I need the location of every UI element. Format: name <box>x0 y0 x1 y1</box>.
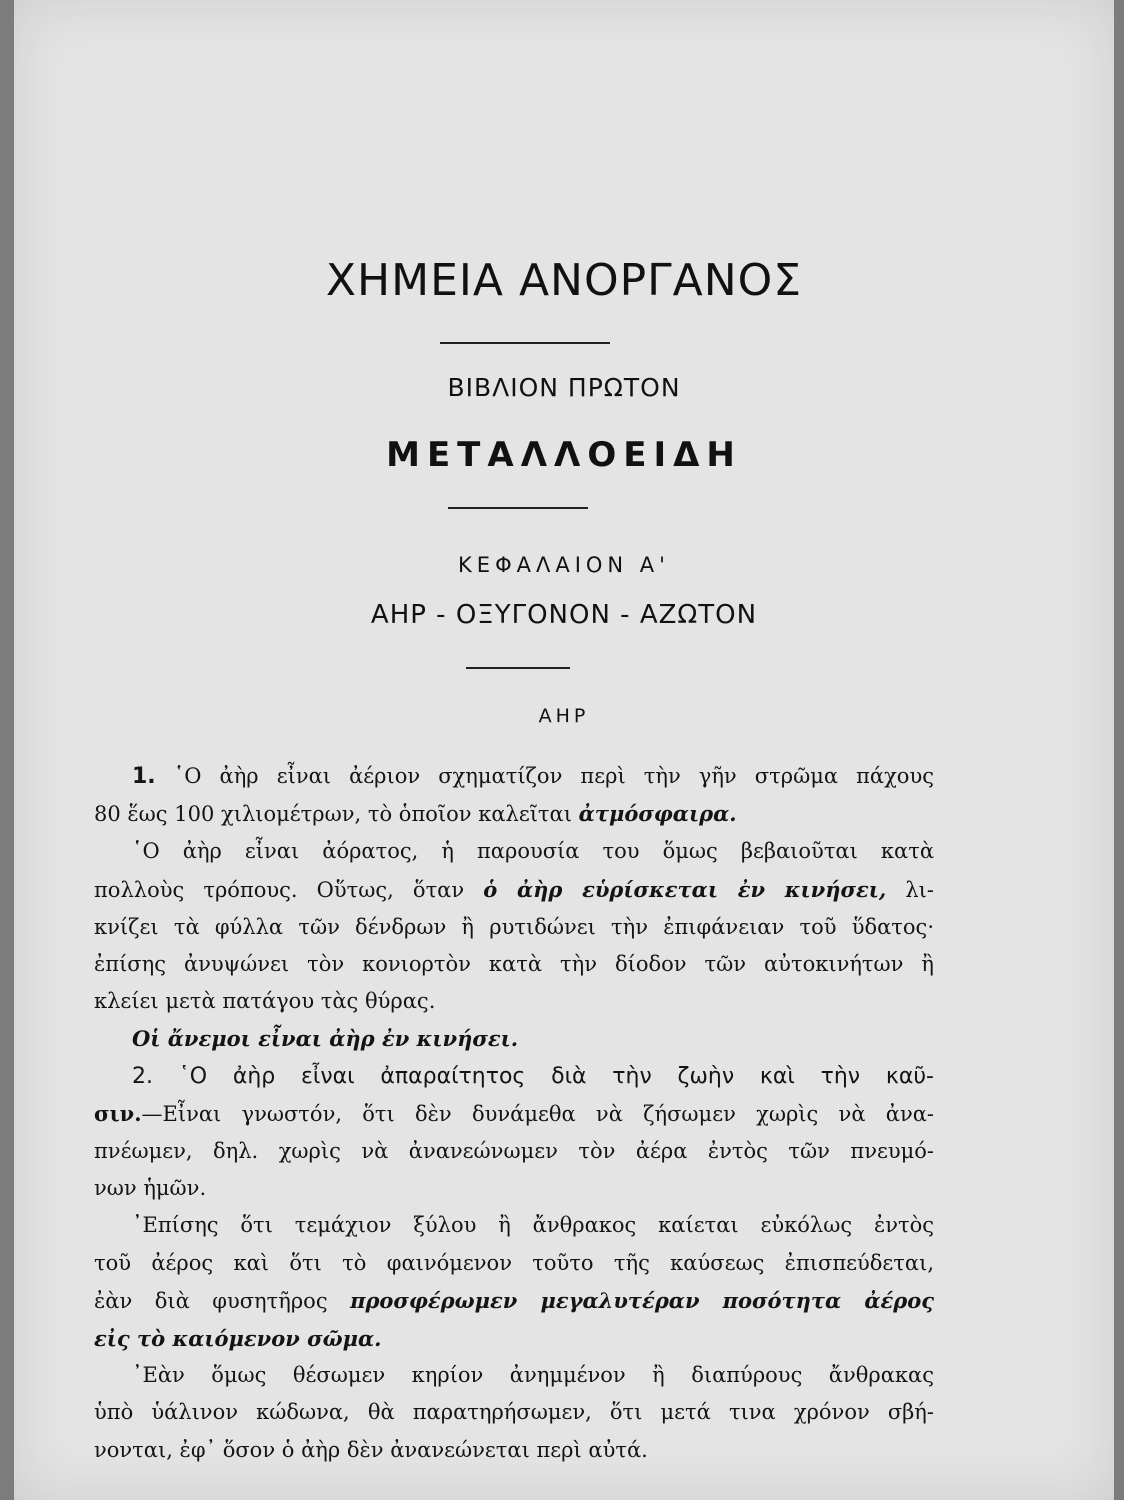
paragraph-6-line: ᾿Εὰν ὅμως θέσωμεν κηρίον ἀνημμένον ἢ διαπύρους ἄνθρακας <box>132 1363 934 1388</box>
paragraph-4-line: πνέωμεν, δηλ. χωρὶς νὰ ἀνανεώνωμεν τὸν ἀέρα ἐντὸς τῶν πνευμό- <box>94 1139 934 1164</box>
paragraph-2-line: ἐπίσης ἀνυψώνει τὸν κονιορτὸν κατὰ τὴν δίοδον τῶν αὐτοκινήτων ἢ <box>94 952 934 977</box>
paragraph-5-line: εἰς τὸ καιόμενον σῶμα. <box>94 1326 382 1352</box>
paragraph-3-line: Οἱ ἄνεμοι εἶναι ἀὴρ ἐν κινήσει. <box>132 1026 519 1052</box>
paragraph-4-heading: 2. ῾Ο ἀὴρ εἶναι ἀπαραίτητος διὰ τὴν ζωὴν καὶ τὴν καῦ- <box>132 1063 934 1089</box>
paragraph-1-line <box>94 795 934 833</box>
paragraph-2-line: ῾Ο ἀὴρ εἶναι ἀόρατος, ἡ παρουσία του ὅμως βεβαιοῦται κατὰ <box>132 839 934 864</box>
text-run: —Εἶναι γνωστόν, ὅτι δὲν δυνάμεθα νὰ ζήσωμεν χωρὶς νὰ ἀνα- <box>141 1101 934 1126</box>
chapter-subtitle: ΑΗΡ - ΟΞΥΓΟΝΟΝ - ΑΖΩΤΟΝ <box>370 600 758 630</box>
paragraph-5-line: ᾿Επίσης ὅτι τεμάχιον ξύλου ἢ ἄνθρακος καίεται εὐκόλως ἐντὸς <box>132 1213 934 1238</box>
text-run: πολλοὺς τρόπους. Οὕτως, ὅταν <box>94 877 465 902</box>
section-title: ΑΗΡ <box>538 705 590 727</box>
paragraph-2-line <box>94 871 934 909</box>
paragraph-5-line: τοῦ ἀέρος καὶ ὅτι τὸ φαινόμενον τοῦτο τῆς καύσεως ἐπισπεύδεται, <box>94 1250 934 1275</box>
paragraph-number: 1. <box>132 764 156 789</box>
text-run: λι- <box>905 877 934 902</box>
chapter-title: ΚΕΦΑΛΑΙΟΝ Α' <box>458 553 670 577</box>
paragraph-4-line: νων ἡμῶν. <box>94 1176 207 1201</box>
paragraph-4-line <box>94 1095 934 1133</box>
text-run: σιν. <box>94 1100 142 1126</box>
paragraph-2-line: κνίζει τὰ φύλλα τῶν δένδρων ἢ ρυτιδώνει τὴν ἐπιφάνειαν τοῦ ὕδατος· <box>94 914 934 939</box>
text-run: ῾Ο ἀὴρ εἶναι ἀέριον σχηματίζον περὶ τὴν γῆν στρῶμα πάχους <box>173 764 934 788</box>
text-run: 80 ἕως 100 χιλιομέτρων, τὸ ὁποῖον καλεῖται <box>94 802 572 827</box>
title-divider <box>440 342 610 344</box>
paragraph-1-line <box>94 758 934 795</box>
book-title: ΒΙΒΛΙΟΝ ΠΡΩΤΟΝ <box>447 373 681 402</box>
emphasized-term: ἀτμόσφαιρα. <box>578 801 737 827</box>
body-text <box>94 758 934 1469</box>
emphasized-phrase: προσφέρωμεν μεγαλυτέραν ποσότητα ἀέρος <box>350 1287 935 1313</box>
main-title: ΧΗΜΕΙΑ ΑΝΟΡΓΑΝΟΣ <box>325 255 803 306</box>
chapter-divider <box>466 667 570 669</box>
text-run: ἐὰν διὰ φυσητῆρος <box>94 1288 328 1313</box>
part-divider <box>448 507 588 509</box>
paragraph-2-line: κλείει μετὰ πατάγου τὰς θύρας. <box>94 989 436 1014</box>
paragraph-6-line: ὑπὸ ὑάλινον κώδωνα, θὰ παρατηρήσωμεν, ὅτι μετά τινα χρόνον σβή- <box>94 1400 934 1425</box>
paragraph-6-line: νονται, ἐφ᾿ ὅσον ὁ ἀὴρ δὲν ἀνανεώνεται περὶ αὐτά. <box>94 1437 648 1462</box>
paragraph-5-line <box>94 1282 934 1320</box>
part-title: ΜΕΤΑΛΛΟΕΙΔΗ <box>386 435 742 475</box>
book-page <box>14 0 1114 1500</box>
emphasized-phrase: ὁ ἀὴρ εὑρίσκεται ἐν κινήσει, <box>483 876 887 902</box>
